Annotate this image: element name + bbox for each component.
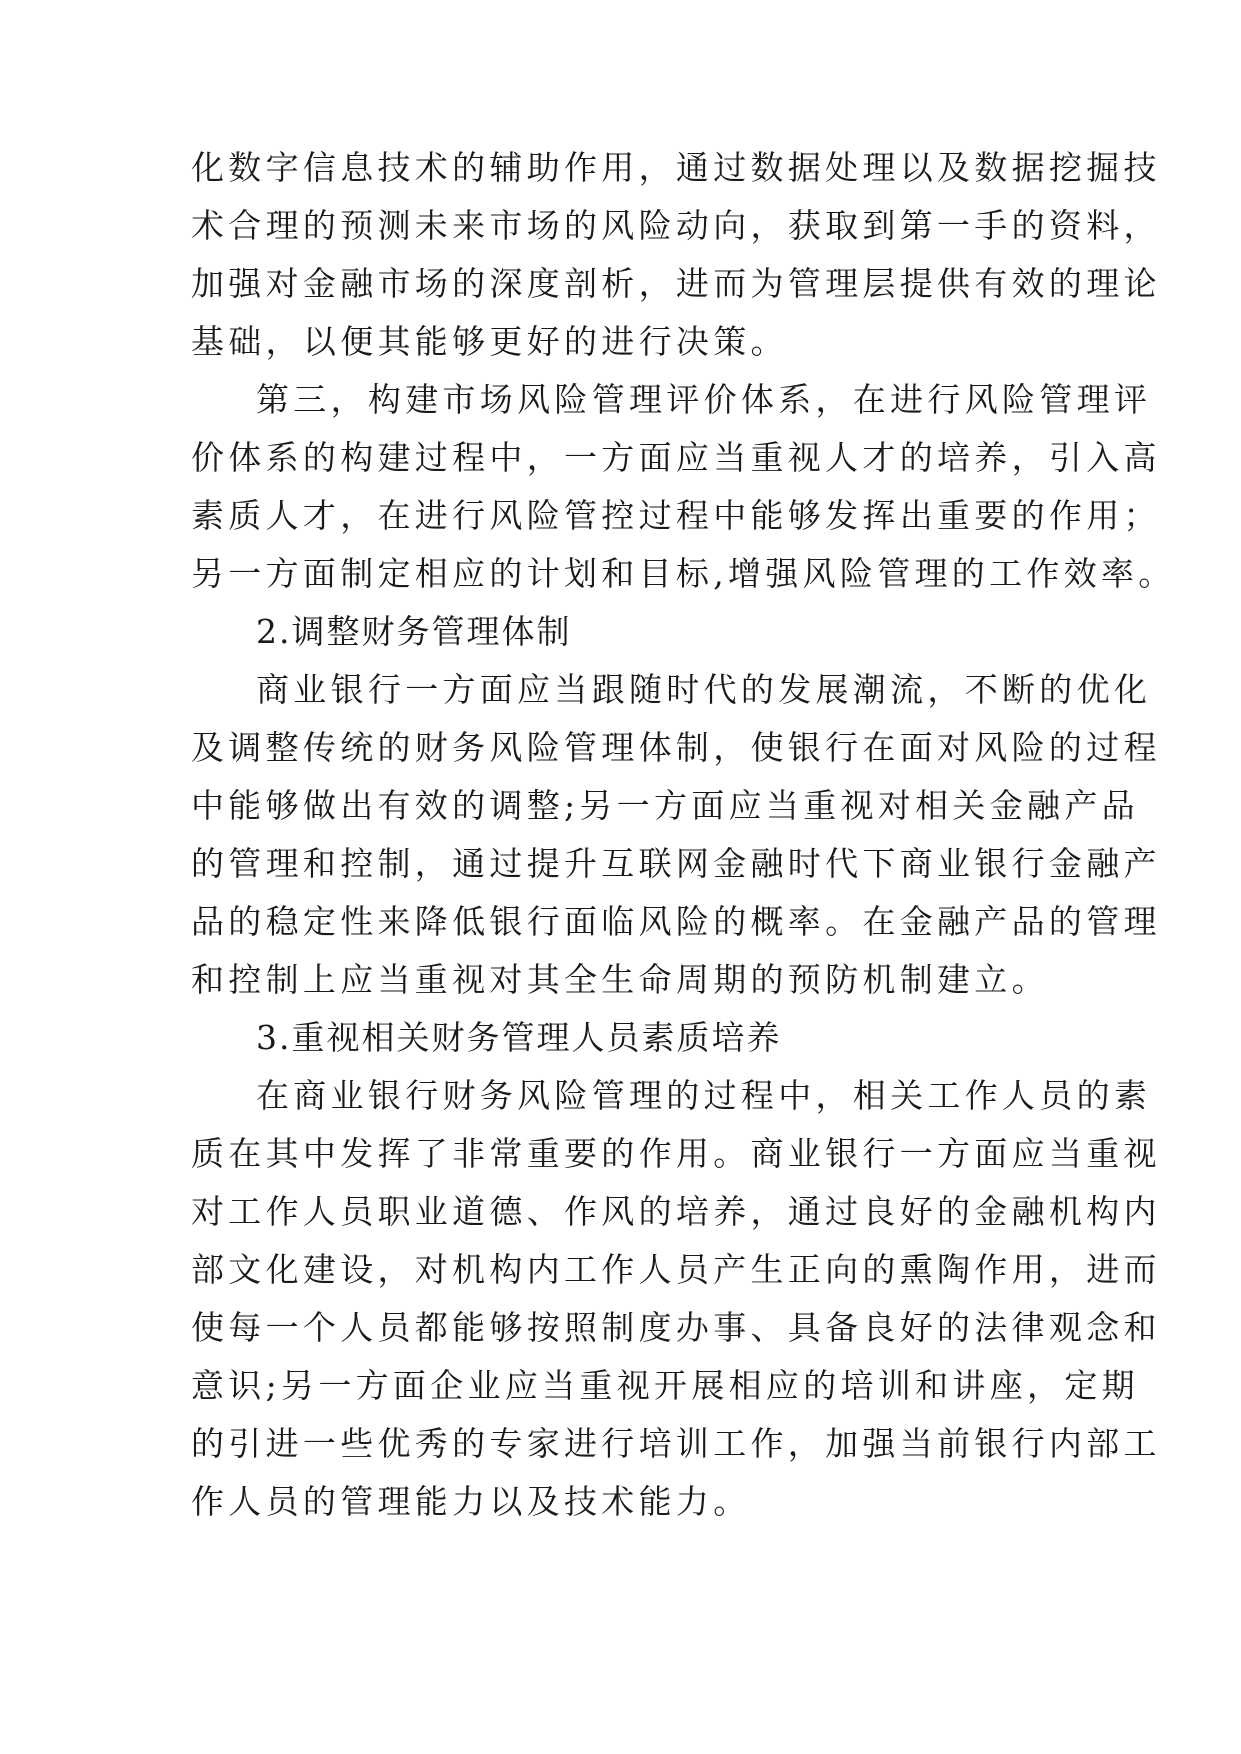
paragraph-first-line: 在商业银行财务风险管理的过程中，相关工作人员的素 (256, 1076, 1152, 1115)
body-line: 价体系的构建过程中，一方面应当重视人才的培养，引入高 (191, 438, 1161, 477)
body-line: 使每一个人员都能够按照制度办事、具备良好的法律观念和 (191, 1308, 1161, 1347)
body-line: 化数字信息技术的辅助作用，通过数据处理以及数据挖掘技 (191, 148, 1161, 187)
body-line: 加强对金融市场的深度剖析，进而为管理层提供有效的理论 (191, 264, 1161, 303)
body-line: 中能够做出有效的调整;另一方面应当重视对相关金融产品 (191, 786, 1139, 825)
section-heading: 2.调整财务管理体制 (256, 612, 572, 651)
body-line: 质在其中发挥了非常重要的作用。商业银行一方面应当重视 (191, 1134, 1161, 1173)
body-line: 基础，以便其能够更好的进行决策。 (191, 322, 788, 361)
section-heading: 3.重视相关财务管理人员素质培养 (256, 1018, 782, 1057)
body-line: 作人员的管理能力以及技术能力。 (191, 1482, 751, 1521)
body-line: 素质人才，在进行风险管控过程中能够发挥出重要的作用； (191, 496, 1161, 535)
body-line: 和控制上应当重视对其全生命周期的预防机制建立。 (191, 960, 1049, 999)
body-line: 部文化建设，对机构内工作人员产生正向的熏陶作用，进而 (191, 1250, 1161, 1289)
body-line: 的引进一些优秀的专家进行培训工作，加强当前银行内部工 (191, 1424, 1161, 1463)
body-line: 术合理的预测未来市场的风险动向，获取到第一手的资料， (191, 206, 1161, 245)
body-line: 意识;另一方面企业应当重视开展相应的培训和讲座，定期 (191, 1366, 1139, 1405)
body-line: 另一方面制定相应的计划和目标,增强风险管理的工作效率。 (191, 554, 1176, 593)
paragraph-first-line: 第三，构建市场风险管理评价体系，在进行风险管理评 (256, 380, 1152, 419)
paragraph-first-line: 商业银行一方面应当跟随时代的发展潮流，不断的优化 (256, 670, 1152, 709)
body-line: 对工作人员职业道德、作风的培养，通过良好的金融机构内 (191, 1192, 1161, 1231)
body-line: 的管理和控制，通过提升互联网金融时代下商业银行金融产 (191, 844, 1161, 883)
body-line: 及调整传统的财务风险管理体制，使银行在面对风险的过程 (191, 728, 1161, 767)
body-line: 品的稳定性来降低银行面临风险的概率。在金融产品的管理 (191, 902, 1161, 941)
